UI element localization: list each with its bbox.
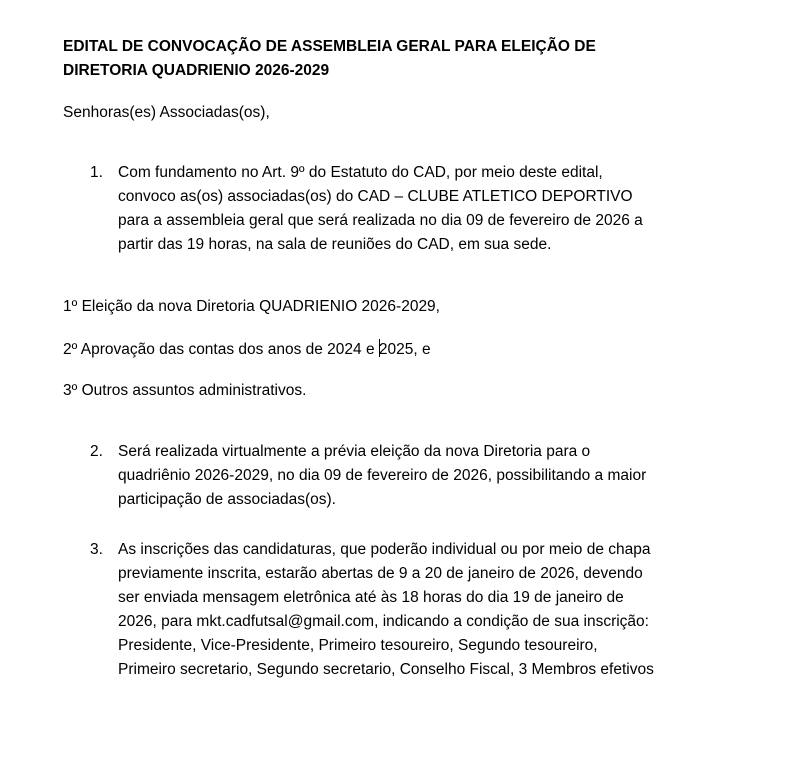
greeting: Senhoras(es) Associadas(os), (63, 104, 270, 121)
document-title (63, 35, 763, 83)
agenda-item-2[interactable] (63, 338, 431, 362)
agenda-text: 2025, e (378, 341, 431, 358)
agenda-item-1: 1º Eleição da nova Diretoria QUADRIENIO 2026-2029, (63, 298, 440, 315)
title-line: DIRETORIA QUADRIENIO 2026-2029 (63, 62, 330, 79)
text-line: 2026, para mkt.cadfutsal@gmail.com, indicando a condição de sua inscrição: (118, 613, 649, 630)
agenda-text: 2º Aprovação das contas dos anos de 2024 e (63, 341, 379, 358)
text-line: quadriênio 2026-2029, no dia 09 de fevereiro de 2026, possibilitando a maior (118, 467, 647, 484)
list-item-3 (90, 538, 770, 682)
text-line: convoco as(os) associadas(os) do CAD – CLUBE ATLETICO DEPORTIVO (118, 188, 633, 205)
text-line: previamente inscrita, estarão abertas de 9 a 20 de janeiro de 2026, devendo (118, 565, 643, 582)
text-line: Primeiro secretario, Segundo secretario, Conselho Fiscal, 3 Membros efetivos (118, 661, 654, 678)
list-item-1 (90, 161, 770, 257)
list-number: 3. (90, 541, 103, 558)
text-line: participação de associadas(os). (118, 491, 336, 508)
title-line: EDITAL DE CONVOCAÇÃO DE ASSEMBLEIA GERAL PARA ELEIÇÃO DE (63, 38, 596, 55)
text-line: Será realizada virtualmente a prévia eleição da nova Diretoria para o (118, 443, 591, 460)
list-item-2 (90, 440, 770, 512)
text-line: Presidente, Vice-Presidente, Primeiro tesoureiro, Segundo tesoureiro, (118, 637, 598, 654)
list-text (118, 440, 770, 512)
text-line: As inscrições das candidaturas, que poderão individual ou por meio de chapa (118, 541, 651, 558)
text-line: partir das 19 horas, na sala de reuniões do CAD, em sua sede. (118, 236, 552, 253)
text-line: ser enviada mensagem eletrônica até às 18 horas do dia 19 de janeiro de (118, 589, 624, 606)
list-number: 1. (90, 164, 103, 181)
agenda-item-3: 3º Outros assuntos administrativos. (63, 382, 307, 399)
list-number: 2. (90, 443, 103, 460)
text-line: para a assembleia geral que será realizada no dia 09 de fevereiro de 2026 a (118, 212, 643, 229)
text-line: Com fundamento no Art. 9º do Estatuto do CAD, por meio deste edital, (118, 164, 603, 181)
list-text (118, 161, 770, 257)
list-text (118, 538, 770, 682)
